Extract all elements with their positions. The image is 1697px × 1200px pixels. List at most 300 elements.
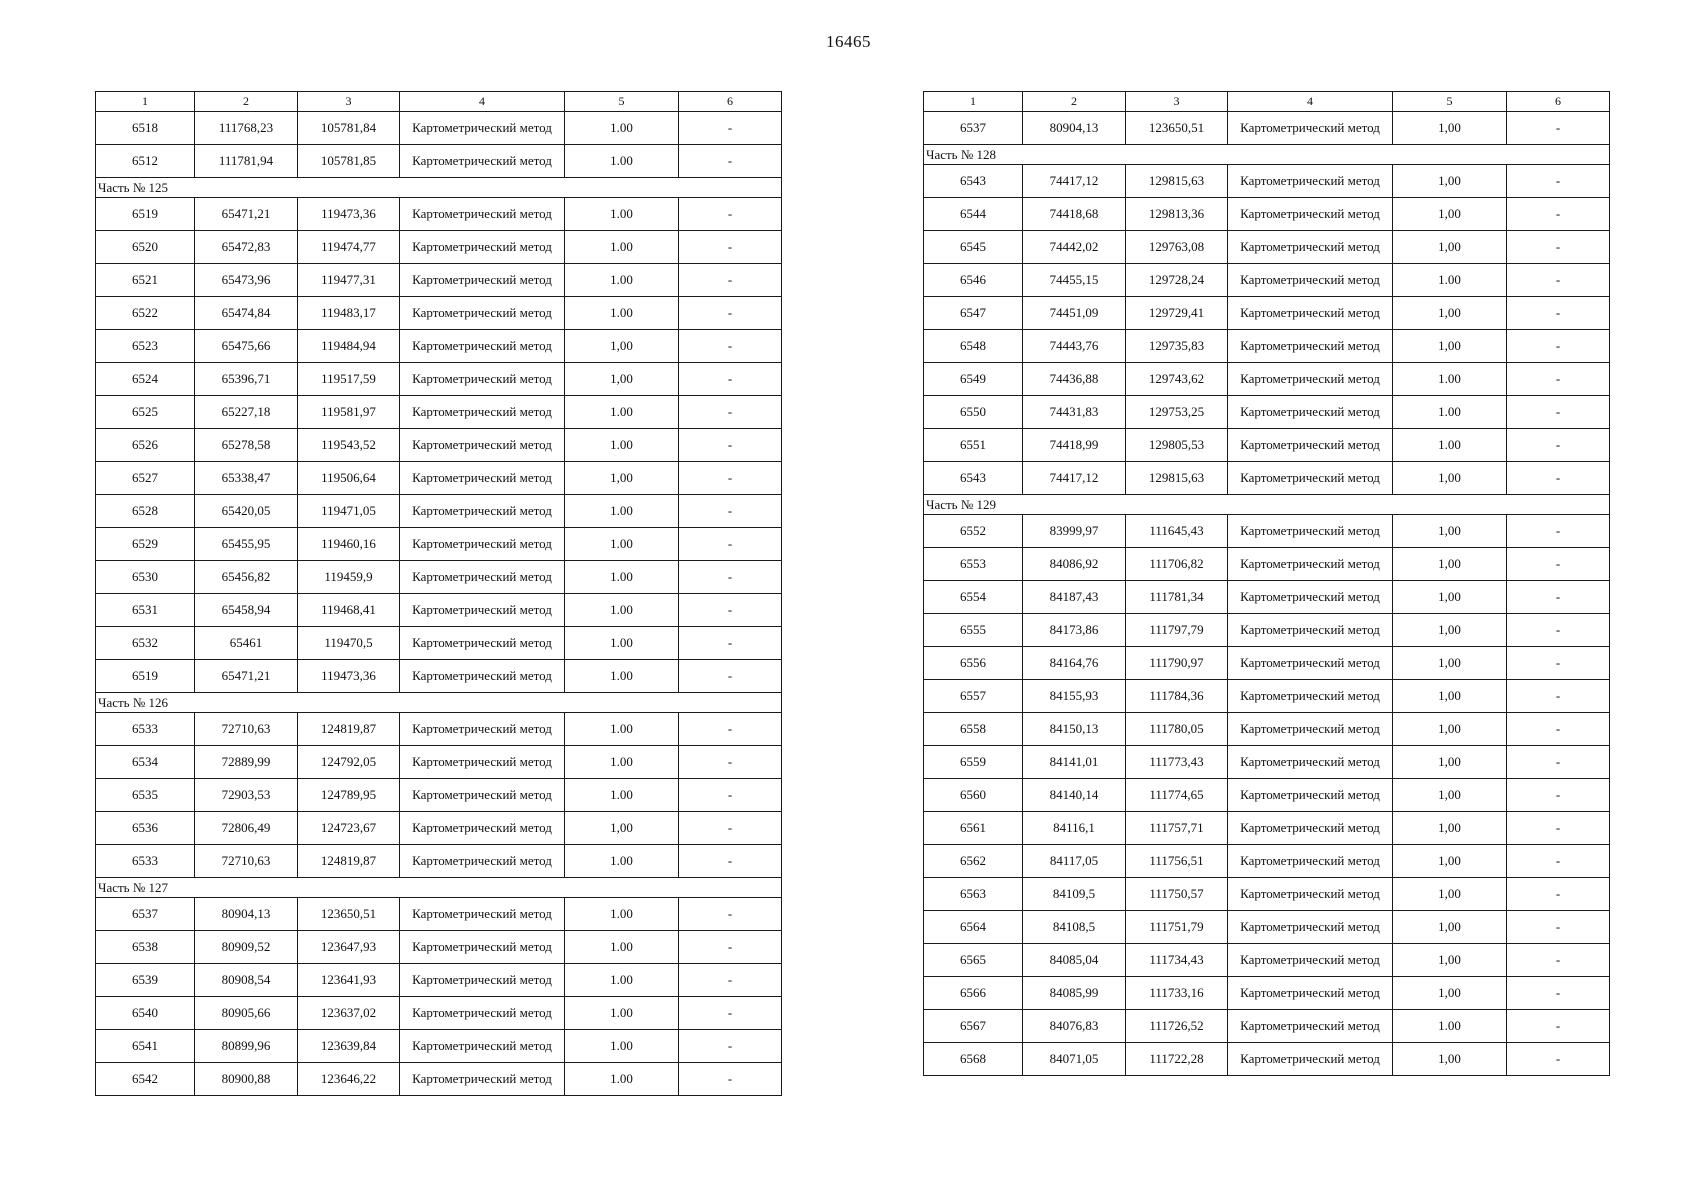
point-number-cell: 6545 <box>924 231 1023 264</box>
method-cell: Картометрический метод <box>400 746 565 779</box>
x-coordinate-cell: 74418,99 <box>1023 429 1126 462</box>
x-coordinate-cell: 74455,15 <box>1023 264 1126 297</box>
method-cell: Картометрический метод <box>400 528 565 561</box>
note-cell: - <box>1507 363 1610 396</box>
x-coordinate-cell: 80900,88 <box>195 1063 298 1096</box>
point-number-cell: 6512 <box>96 145 195 178</box>
point-number-cell: 6539 <box>96 964 195 997</box>
note-cell: - <box>679 429 782 462</box>
note-cell: - <box>679 779 782 812</box>
y-coordinate-cell: 105781,85 <box>298 145 400 178</box>
point-number-cell: 6565 <box>924 944 1023 977</box>
note-cell: - <box>679 297 782 330</box>
accuracy-cell: 1,00 <box>1393 911 1507 944</box>
note-cell: - <box>1507 614 1610 647</box>
column-header: 5 <box>1393 92 1507 112</box>
point-number-cell: 6536 <box>96 812 195 845</box>
point-number-cell: 6558 <box>924 713 1023 746</box>
method-cell: Картометрический метод <box>1228 330 1393 363</box>
column-header: 4 <box>1228 92 1393 112</box>
x-coordinate-cell: 65338,47 <box>195 462 298 495</box>
x-coordinate-cell: 74418,68 <box>1023 198 1126 231</box>
y-coordinate-cell: 123637,02 <box>298 997 400 1030</box>
table-row <box>924 165 1610 198</box>
accuracy-cell: 1.00 <box>565 660 679 693</box>
note-cell: - <box>1507 429 1610 462</box>
accuracy-cell: 1,00 <box>565 462 679 495</box>
accuracy-cell: 1.00 <box>565 997 679 1030</box>
note-cell: - <box>679 812 782 845</box>
accuracy-cell: 1,00 <box>1393 112 1507 145</box>
table-row <box>96 231 782 264</box>
table-row <box>924 746 1610 779</box>
point-number-cell: 6542 <box>96 1063 195 1096</box>
table-row <box>96 812 782 845</box>
accuracy-cell: 1.00 <box>565 627 679 660</box>
method-cell: Картометрический метод <box>1228 297 1393 330</box>
x-coordinate-cell: 80904,13 <box>195 898 298 931</box>
method-cell: Картометрический метод <box>1228 713 1393 746</box>
y-coordinate-cell: 119474,77 <box>298 231 400 264</box>
table-row <box>96 779 782 812</box>
right-table-body <box>924 92 1610 1076</box>
note-cell: - <box>679 931 782 964</box>
x-coordinate-cell: 84108,5 <box>1023 911 1126 944</box>
y-coordinate-cell: 111733,16 <box>1126 977 1228 1010</box>
method-cell: Картометрический метод <box>400 997 565 1030</box>
y-coordinate-cell: 111722,28 <box>1126 1043 1228 1076</box>
y-coordinate-cell: 123647,93 <box>298 931 400 964</box>
x-coordinate-cell: 84116,1 <box>1023 812 1126 845</box>
point-number-cell: 6534 <box>96 746 195 779</box>
note-cell: - <box>679 1063 782 1096</box>
point-number-cell: 6560 <box>924 779 1023 812</box>
point-number-cell: 6523 <box>96 330 195 363</box>
point-number-cell: 6546 <box>924 264 1023 297</box>
table-row <box>96 112 782 145</box>
table-row <box>924 680 1610 713</box>
method-cell: Картометрический метод <box>1228 944 1393 977</box>
table-row <box>96 594 782 627</box>
note-cell: - <box>679 528 782 561</box>
y-coordinate-cell: 119517,59 <box>298 363 400 396</box>
note-cell: - <box>1507 231 1610 264</box>
method-cell: Картометрический метод <box>1228 112 1393 145</box>
part-heading: Часть № 128 <box>924 145 1610 165</box>
y-coordinate-cell: 119484,94 <box>298 330 400 363</box>
method-cell: Картометрический метод <box>400 660 565 693</box>
x-coordinate-cell: 72903,53 <box>195 779 298 812</box>
table-row <box>96 528 782 561</box>
part-heading-row <box>924 495 1610 515</box>
accuracy-cell: 1,00 <box>1393 680 1507 713</box>
point-number-cell: 6559 <box>924 746 1023 779</box>
method-cell: Картометрический метод <box>400 713 565 746</box>
left-coordinates-table <box>95 91 782 1096</box>
y-coordinate-cell: 119459,9 <box>298 561 400 594</box>
point-number-cell: 6537 <box>924 112 1023 145</box>
x-coordinate-cell: 74443,76 <box>1023 330 1126 363</box>
table-row <box>924 198 1610 231</box>
part-heading-row <box>924 145 1610 165</box>
table-row <box>96 297 782 330</box>
x-coordinate-cell: 65474,84 <box>195 297 298 330</box>
note-cell: - <box>679 845 782 878</box>
method-cell: Картометрический метод <box>400 462 565 495</box>
table-row <box>924 330 1610 363</box>
point-number-cell: 6541 <box>96 1030 195 1063</box>
note-cell: - <box>1507 264 1610 297</box>
method-cell: Картометрический метод <box>400 396 565 429</box>
note-cell: - <box>1507 198 1610 231</box>
table-row <box>96 931 782 964</box>
accuracy-cell: 1,00 <box>1393 297 1507 330</box>
note-cell: - <box>679 264 782 297</box>
point-number-cell: 6522 <box>96 297 195 330</box>
accuracy-cell: 1,00 <box>1393 581 1507 614</box>
method-cell: Картометрический метод <box>400 330 565 363</box>
y-coordinate-cell: 111773,43 <box>1126 746 1228 779</box>
point-number-cell: 6550 <box>924 396 1023 429</box>
method-cell: Картометрический метод <box>1228 911 1393 944</box>
point-number-cell: 6543 <box>924 462 1023 495</box>
x-coordinate-cell: 84173,86 <box>1023 614 1126 647</box>
method-cell: Картометрический метод <box>400 145 565 178</box>
y-coordinate-cell: 111751,79 <box>1126 911 1228 944</box>
point-number-cell: 6524 <box>96 363 195 396</box>
table-row <box>924 363 1610 396</box>
x-coordinate-cell: 65471,21 <box>195 660 298 693</box>
x-coordinate-cell: 84085,99 <box>1023 977 1126 1010</box>
method-cell: Картометрический метод <box>400 1030 565 1063</box>
table-row <box>924 977 1610 1010</box>
accuracy-cell: 1.00 <box>565 713 679 746</box>
y-coordinate-cell: 119473,36 <box>298 198 400 231</box>
x-coordinate-cell: 65461 <box>195 627 298 660</box>
method-cell: Картометрический метод <box>1228 231 1393 264</box>
accuracy-cell: 1.00 <box>1393 1010 1507 1043</box>
accuracy-cell: 1.00 <box>565 779 679 812</box>
table-row <box>924 515 1610 548</box>
accuracy-cell: 1.00 <box>565 264 679 297</box>
y-coordinate-cell: 119506,64 <box>298 462 400 495</box>
method-cell: Картометрический метод <box>400 495 565 528</box>
note-cell: - <box>1507 1043 1610 1076</box>
accuracy-cell: 1,00 <box>1393 878 1507 911</box>
y-coordinate-cell: 129813,36 <box>1126 198 1228 231</box>
method-cell: Картометрический метод <box>400 112 565 145</box>
table-row <box>96 713 782 746</box>
right-coordinates-table <box>923 91 1610 1076</box>
method-cell: Картометрический метод <box>400 297 565 330</box>
point-number-cell: 6538 <box>96 931 195 964</box>
x-coordinate-cell: 84140,14 <box>1023 779 1126 812</box>
part-heading-row <box>96 878 782 898</box>
table-row <box>96 898 782 931</box>
accuracy-cell: 1,00 <box>1393 845 1507 878</box>
table-row <box>924 647 1610 680</box>
method-cell: Картометрический метод <box>1228 429 1393 462</box>
method-cell: Картометрический метод <box>400 363 565 396</box>
point-number-cell: 6527 <box>96 462 195 495</box>
method-cell: Картометрический метод <box>1228 845 1393 878</box>
method-cell: Картометрический метод <box>1228 198 1393 231</box>
accuracy-cell: 1,00 <box>1393 812 1507 845</box>
point-number-cell: 6557 <box>924 680 1023 713</box>
y-coordinate-cell: 123650,51 <box>298 898 400 931</box>
x-coordinate-cell: 84071,05 <box>1023 1043 1126 1076</box>
y-coordinate-cell: 123639,84 <box>298 1030 400 1063</box>
y-coordinate-cell: 111734,43 <box>1126 944 1228 977</box>
y-coordinate-cell: 129815,63 <box>1126 462 1228 495</box>
method-cell: Картометрический метод <box>400 627 565 660</box>
note-cell: - <box>1507 845 1610 878</box>
y-coordinate-cell: 111781,34 <box>1126 581 1228 614</box>
method-cell: Картометрический метод <box>400 898 565 931</box>
note-cell: - <box>679 396 782 429</box>
x-coordinate-cell: 74451,09 <box>1023 297 1126 330</box>
accuracy-cell: 1.00 <box>565 297 679 330</box>
table-row <box>96 746 782 779</box>
point-number-cell: 6553 <box>924 548 1023 581</box>
point-number-cell: 6552 <box>924 515 1023 548</box>
part-heading: Часть № 126 <box>96 693 782 713</box>
accuracy-cell: 1.00 <box>1393 396 1507 429</box>
y-coordinate-cell: 123650,51 <box>1126 112 1228 145</box>
table-row <box>924 614 1610 647</box>
y-coordinate-cell: 124789,95 <box>298 779 400 812</box>
method-cell: Картометрический метод <box>1228 363 1393 396</box>
table-row <box>924 462 1610 495</box>
note-cell: - <box>679 231 782 264</box>
y-coordinate-cell: 111790,97 <box>1126 647 1228 680</box>
point-number-cell: 6540 <box>96 997 195 1030</box>
accuracy-cell: 1,00 <box>1393 647 1507 680</box>
y-coordinate-cell: 119477,31 <box>298 264 400 297</box>
point-number-cell: 6519 <box>96 660 195 693</box>
accuracy-cell: 1.00 <box>565 429 679 462</box>
point-number-cell: 6520 <box>96 231 195 264</box>
note-cell: - <box>679 1030 782 1063</box>
part-heading-row <box>96 693 782 713</box>
x-coordinate-cell: 84155,93 <box>1023 680 1126 713</box>
point-number-cell: 6562 <box>924 845 1023 878</box>
table-row <box>924 297 1610 330</box>
column-header: 2 <box>1023 92 1126 112</box>
point-number-cell: 6530 <box>96 561 195 594</box>
note-cell: - <box>1507 165 1610 198</box>
note-cell: - <box>679 495 782 528</box>
x-coordinate-cell: 65458,94 <box>195 594 298 627</box>
note-cell: - <box>1507 977 1610 1010</box>
y-coordinate-cell: 105781,84 <box>298 112 400 145</box>
accuracy-cell: 1.00 <box>565 1030 679 1063</box>
note-cell: - <box>1507 581 1610 614</box>
accuracy-cell: 1.00 <box>565 1063 679 1096</box>
y-coordinate-cell: 129763,08 <box>1126 231 1228 264</box>
table-row <box>924 231 1610 264</box>
x-coordinate-cell: 84076,83 <box>1023 1010 1126 1043</box>
method-cell: Картометрический метод <box>400 264 565 297</box>
point-number-cell: 6518 <box>96 112 195 145</box>
part-heading: Часть № 129 <box>924 495 1610 515</box>
note-cell: - <box>679 112 782 145</box>
x-coordinate-cell: 72710,63 <box>195 713 298 746</box>
x-coordinate-cell: 65278,58 <box>195 429 298 462</box>
note-cell: - <box>679 462 782 495</box>
point-number-cell: 6526 <box>96 429 195 462</box>
column-header: 1 <box>924 92 1023 112</box>
x-coordinate-cell: 65473,96 <box>195 264 298 297</box>
table-row <box>924 112 1610 145</box>
table-row <box>924 581 1610 614</box>
accuracy-cell: 1,00 <box>1393 462 1507 495</box>
table-row <box>924 264 1610 297</box>
table-row <box>96 495 782 528</box>
column-header: 3 <box>1126 92 1228 112</box>
note-cell: - <box>1507 330 1610 363</box>
y-coordinate-cell: 123646,22 <box>298 1063 400 1096</box>
note-cell: - <box>679 997 782 1030</box>
point-number-cell: 6525 <box>96 396 195 429</box>
point-number-cell: 6547 <box>924 297 1023 330</box>
method-cell: Картометрический метод <box>400 779 565 812</box>
method-cell: Картометрический метод <box>1228 812 1393 845</box>
y-coordinate-cell: 129743,62 <box>1126 363 1228 396</box>
y-coordinate-cell: 111645,43 <box>1126 515 1228 548</box>
method-cell: Картометрический метод <box>400 812 565 845</box>
point-number-cell: 6544 <box>924 198 1023 231</box>
method-cell: Картометрический метод <box>1228 779 1393 812</box>
y-coordinate-cell: 111784,36 <box>1126 680 1228 713</box>
y-coordinate-cell: 119470,5 <box>298 627 400 660</box>
accuracy-cell: 1.00 <box>565 528 679 561</box>
y-coordinate-cell: 119473,36 <box>298 660 400 693</box>
part-heading: Часть № 125 <box>96 178 782 198</box>
table-row <box>924 812 1610 845</box>
method-cell: Картометрический метод <box>400 198 565 231</box>
y-coordinate-cell: 119468,41 <box>298 594 400 627</box>
accuracy-cell: 1,00 <box>565 330 679 363</box>
note-cell: - <box>679 145 782 178</box>
table-row <box>96 1063 782 1096</box>
table-row <box>924 1010 1610 1043</box>
table-row <box>96 997 782 1030</box>
method-cell: Картометрический метод <box>1228 647 1393 680</box>
accuracy-cell: 1,00 <box>1393 713 1507 746</box>
point-number-cell: 6564 <box>924 911 1023 944</box>
note-cell: - <box>679 627 782 660</box>
method-cell: Картометрический метод <box>400 1063 565 1096</box>
method-cell: Картометрический метод <box>1228 264 1393 297</box>
point-number-cell: 6555 <box>924 614 1023 647</box>
point-number-cell: 6551 <box>924 429 1023 462</box>
table-row <box>924 911 1610 944</box>
point-number-cell: 6543 <box>924 165 1023 198</box>
table-row <box>96 845 782 878</box>
point-number-cell: 6548 <box>924 330 1023 363</box>
note-cell: - <box>1507 944 1610 977</box>
note-cell: - <box>679 594 782 627</box>
y-coordinate-cell: 124819,87 <box>298 845 400 878</box>
y-coordinate-cell: 111774,65 <box>1126 779 1228 812</box>
note-cell: - <box>1507 112 1610 145</box>
note-cell: - <box>1507 1010 1610 1043</box>
method-cell: Картометрический метод <box>1228 462 1393 495</box>
y-coordinate-cell: 129815,63 <box>1126 165 1228 198</box>
note-cell: - <box>1507 911 1610 944</box>
y-coordinate-cell: 124723,67 <box>298 812 400 845</box>
accuracy-cell: 1,00 <box>565 812 679 845</box>
table-row <box>924 429 1610 462</box>
accuracy-cell: 1.00 <box>565 198 679 231</box>
point-number-cell: 6532 <box>96 627 195 660</box>
x-coordinate-cell: 80909,52 <box>195 931 298 964</box>
point-number-cell: 6533 <box>96 845 195 878</box>
accuracy-cell: 1,00 <box>1393 330 1507 363</box>
column-header: 3 <box>298 92 400 112</box>
x-coordinate-cell: 80905,66 <box>195 997 298 1030</box>
x-coordinate-cell: 111781,94 <box>195 145 298 178</box>
note-cell: - <box>679 964 782 997</box>
accuracy-cell: 1,00 <box>1393 1043 1507 1076</box>
accuracy-cell: 1.00 <box>1393 264 1507 297</box>
y-coordinate-cell: 119471,05 <box>298 495 400 528</box>
table-row <box>924 1043 1610 1076</box>
method-cell: Картометрический метод <box>1228 746 1393 779</box>
y-coordinate-cell: 111706,82 <box>1126 548 1228 581</box>
table-row <box>96 396 782 429</box>
accuracy-cell: 1.00 <box>1393 363 1507 396</box>
x-coordinate-cell: 80904,13 <box>1023 112 1126 145</box>
accuracy-cell: 1.00 <box>565 145 679 178</box>
page-number: 16465 <box>826 32 871 51</box>
table-row <box>924 779 1610 812</box>
note-cell: - <box>679 561 782 594</box>
accuracy-cell: 1.00 <box>565 931 679 964</box>
method-cell: Картометрический метод <box>1228 977 1393 1010</box>
note-cell: - <box>679 898 782 931</box>
point-number-cell: 6529 <box>96 528 195 561</box>
x-coordinate-cell: 83999,97 <box>1023 515 1126 548</box>
x-coordinate-cell: 65396,71 <box>195 363 298 396</box>
method-cell: Картометрический метод <box>400 964 565 997</box>
accuracy-cell: 1,00 <box>1393 548 1507 581</box>
accuracy-cell: 1.00 <box>565 594 679 627</box>
point-number-cell: 6531 <box>96 594 195 627</box>
table-row <box>924 548 1610 581</box>
part-heading-row <box>96 178 782 198</box>
note-cell: - <box>679 198 782 231</box>
column-header: 1 <box>96 92 195 112</box>
accuracy-cell: 1,00 <box>1393 198 1507 231</box>
table-row <box>96 363 782 396</box>
accuracy-cell: 1.00 <box>565 495 679 528</box>
accuracy-cell: 1.00 <box>565 964 679 997</box>
accuracy-cell: 1,00 <box>1393 746 1507 779</box>
accuracy-cell: 1.00 <box>565 396 679 429</box>
method-cell: Картометрический метод <box>400 931 565 964</box>
note-cell: - <box>679 746 782 779</box>
point-number-cell: 6554 <box>924 581 1023 614</box>
y-coordinate-cell: 111757,71 <box>1126 812 1228 845</box>
table-row <box>96 627 782 660</box>
x-coordinate-cell: 65227,18 <box>195 396 298 429</box>
method-cell: Картометрический метод <box>400 845 565 878</box>
method-cell: Картометрический метод <box>1228 581 1393 614</box>
note-cell: - <box>1507 548 1610 581</box>
point-number-cell: 6556 <box>924 647 1023 680</box>
